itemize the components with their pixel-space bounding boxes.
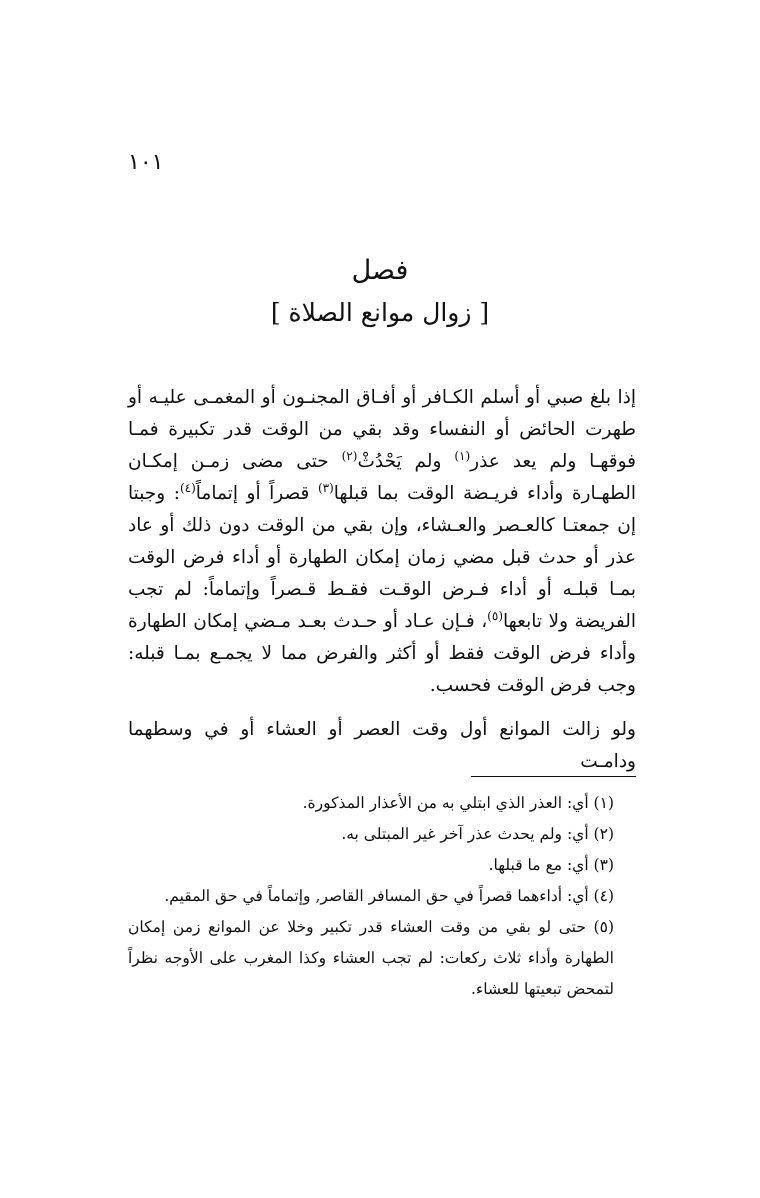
footnote-2: (٢) أي: ولم يحدث عذر آخر غير المبتلى به. [341, 825, 614, 843]
text-run: قصراً أو إتماماً [195, 483, 318, 504]
footnotes [128, 788, 636, 1005]
text-run: : وجبتا إن جمعتـا كالعـصر والعـشاء، وإن بقي من الوقت دون ذلك أو عاد عذر أو حدث قبل مضي زمان إمكان الطهارة أو أداء فرض الوقت بمـا قبلـه أو أداء فـرض الوقـت فقـط قـصراً وإتماماً: لم تجب الفريضة ولا تابعها [128, 483, 636, 632]
text-run: ولم يَحْدُثْ [357, 451, 455, 472]
footnote-separator [471, 776, 636, 777]
text-run: ، فـإن عـاد أو حـدث بعـد مـضي إمكان الطهارة وأداء فرض الوقت فقط أو أكثر والفرض مما لا يجمـع بمـا قبله: وجب فرض الوقت فحسب. [128, 611, 636, 696]
footnote-marker-2: (٢) [341, 448, 358, 463]
footnote-marker-3: (٣) [317, 480, 334, 495]
paragraph-2: ولو زالت الموانع أول وقت العصر أو العشاء أو في وسطهما ودامـت [128, 719, 636, 772]
footnote-3: (٣) أي: مع ما قبلها. [488, 856, 614, 874]
footnote-1: (١) أي: العذر الذي ابتلي به من الأعذار المذكورة. [302, 794, 614, 812]
main-text [128, 382, 636, 778]
footnote-marker-1: (١) [454, 448, 471, 463]
footnote-marker-5: (٥) [487, 608, 503, 623]
section-subtitle: [ زوال موانع الصلاة ] [270, 298, 490, 327]
text-run: إذا بلغ صبي أو أسلم الكـافر أو أفـاق المجنـون أو المغمـى عليـه أو طهرت الحائض أو النفساء وقد بقي من الوقت قدر تكبيرة فمـا فوقهـا ولم يعد عذر [128, 387, 636, 472]
footnote-4: (٤) أي: أداءهما قصراً في حق المسافر القاصر, وإتماماً في حق المقيم. [164, 887, 614, 905]
page-number: ١٠١ [128, 150, 164, 175]
section-heading: فصل [351, 255, 409, 286]
paragraph-1 [128, 382, 636, 702]
footnote-marker-4: (٤) [179, 480, 196, 495]
footnote-5: (٥) حتى لو بقي من وقت العشاء قدر تكبير وخلا عن الموانع زمن إمكان الطهارة وأداء ثلاث ركعات: لم تجب العشاء وكذا المغرب على الأوجه نظراً لتمحض تبعيتها للعشاء. [128, 918, 614, 998]
text-run: حتى مضى زمـن إمكـان الطهـارة وأداء فريـضة الوقت بما قبلها [128, 451, 636, 504]
